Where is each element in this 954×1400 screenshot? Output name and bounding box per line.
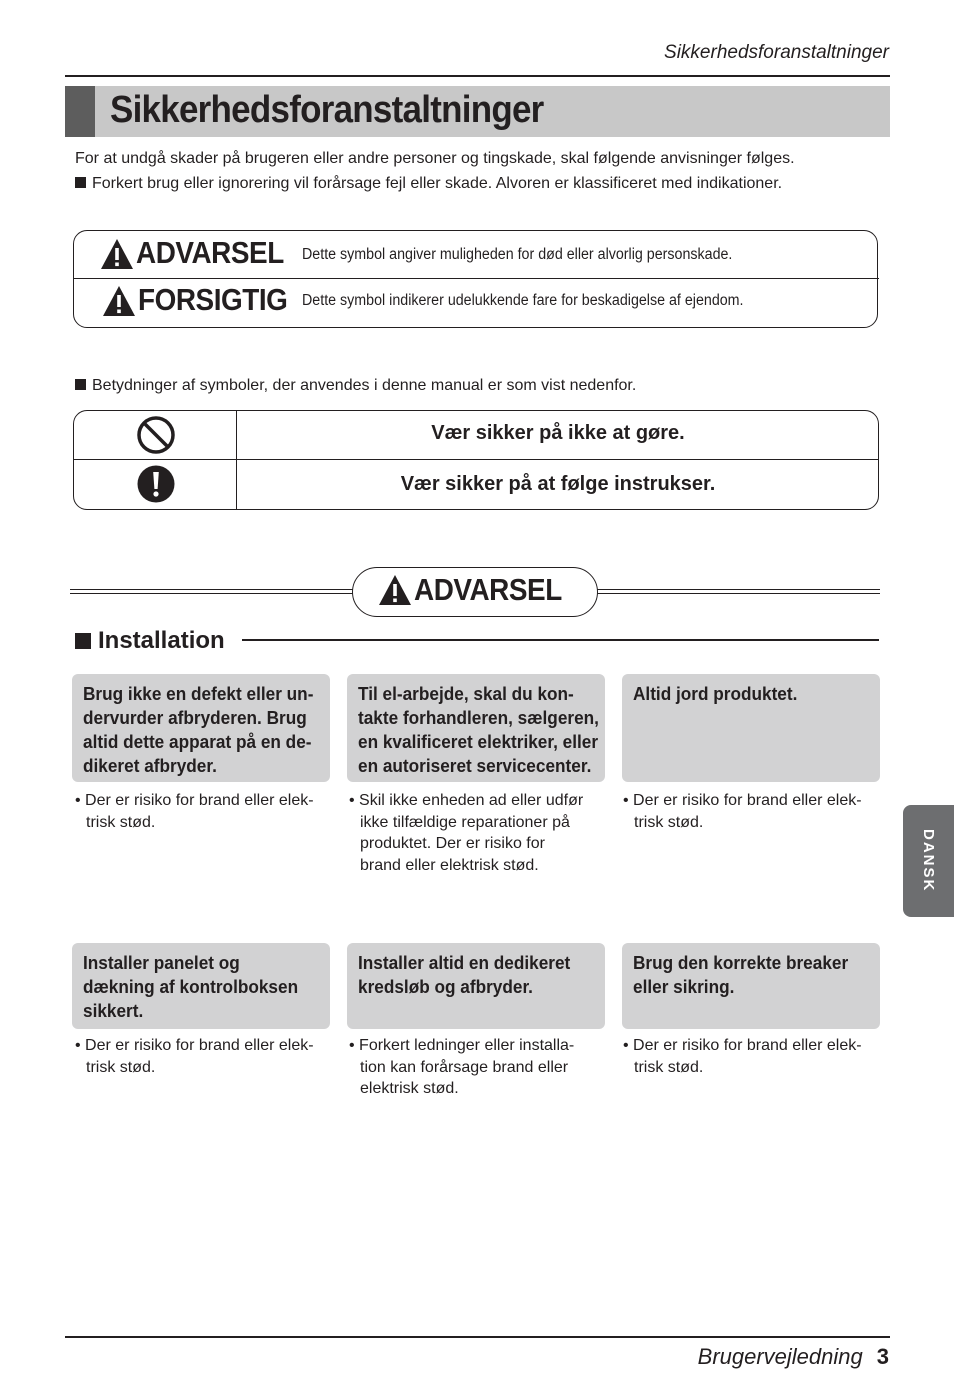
card-heading-line: en kvalificeret elektriker, eller [358,731,599,752]
card-heading-line: dikeret afbryder. [83,755,217,776]
symbols-table-hdivider [73,459,879,460]
card-note-dedicated-circuit [349,1035,574,1100]
card-heading-line: altid dette apparat på en de- [83,731,312,752]
card-heading-line: sikkert. [83,1000,144,1021]
card-heading-line: dækning af kontrolboksen [83,976,299,997]
card-note-electrical-work [349,790,583,876]
card-heading-line: dervurder afbryderen. Brug [83,707,307,728]
symbol-meaning-follow: Vær sikker på at følge instrukser. [400,473,716,495]
prohibition-icon [136,415,176,455]
note-line: • Der er risiko for brand eller elek- [623,792,862,809]
language-tab-label: DANSK [920,829,937,893]
page-number: 3 [876,1344,889,1369]
page-title: Sikkerhedsforanstaltninger [110,89,544,131]
card-heading-line: Brug den korrekte breaker [633,952,849,973]
note-line: • Der er risiko for brand eller elek- [75,792,314,809]
symbols-intro [75,377,636,395]
signal-desc-forsigtig: Dette symbol indikerer udelukkende fare for beskadigelse af ejendom. [302,292,744,309]
banner-line-left [70,589,353,594]
note-line: • Skil ikke enheden ad eller udfør [349,792,584,809]
section-title: Installation [98,627,225,654]
note-line: ikke tilfældige reparationer på [360,813,570,831]
title-accent-block [65,86,95,137]
warning-triangle-icon [100,238,134,270]
intro-line-2 [75,175,782,193]
note-line: trisk stød. [86,813,156,831]
mandatory-exclamation-icon [137,465,175,503]
warning-banner-label: ADVARSEL [414,572,562,607]
card-note-panel-cover [75,1035,314,1078]
note-line: tion kan forårsage brand eller [360,1058,569,1076]
section-heading [75,627,225,655]
card-note-defect-breaker [75,790,314,833]
note-line: trisk stød. [634,813,704,831]
card-note-correct-breaker [623,1035,862,1078]
caution-triangle-icon [102,285,136,317]
note-line: trisk stød. [634,1058,704,1076]
signal-word-advarsel: ADVARSEL [136,235,284,270]
card-panel-cover [72,943,330,1029]
card-heading-line: Altid jord produktet. [633,683,798,704]
running-header: Sikkerhedsforanstaltninger [664,42,889,63]
language-tab-text-wrap [903,805,954,917]
card-heading-line: takte forhandleren, sælgeren, [358,707,599,728]
intro-line-2-text: Forkert brug eller ignorering vil forårsage fejl eller skade. Alvoren er klassificeret med indikationer. [92,175,783,192]
card-heading-line: en autoriseret servicecenter. [358,755,592,776]
card-dedicated-circuit [347,943,605,1029]
card-defect-breaker [72,674,330,782]
section-square-icon [75,633,91,649]
card-heading-line: Til el-arbejde, skal du kon- [358,683,574,704]
card-heading-line: kredsløb og afbryder. [358,976,533,997]
note-line: • Forkert ledninger eller installa- [349,1037,575,1054]
bullet-square-icon [75,177,86,188]
note-line: elektrisk stød. [360,1080,459,1097]
symbols-intro-text: Betydninger af symboler, der anvendes i denne manual er som vist nedenfor. [92,377,637,394]
card-heading-line: eller sikring. [633,976,735,997]
intro-line-1: For at undgå skader på brugeren eller andre personer og tingskade, skal følgende anvisninger følges. [75,150,795,167]
card-ground-product [622,674,880,782]
card-heading-line: Brug ikke en defekt eller un- [83,683,314,704]
note-line: trisk stød. [86,1058,156,1076]
footer [698,1344,889,1370]
signal-words-divider [73,278,879,279]
card-electrical-work [347,674,605,782]
card-note-ground-product [623,790,862,833]
bullet-square-icon [75,379,86,390]
section-rule [242,639,879,641]
footer-label: Brugervejledning [697,1344,863,1369]
card-heading-line: Installer altid en dedikeret [358,952,571,973]
header-rule [65,75,890,77]
banner-line-right [597,589,880,594]
signal-word-forsigtig: FORSIGTIG [138,282,288,317]
note-line: • Der er risiko for brand eller elek- [623,1037,862,1054]
card-heading-line: Installer panelet og [83,952,240,973]
signal-desc-advarsel: Dette symbol angiver muligheden for død eller alvorlig personskade. [302,246,733,263]
note-line: • Der er risiko for brand eller elek- [75,1037,314,1054]
symbol-meaning-dont: Vær sikker på ikke at gøre. [431,422,685,444]
note-line: produktet. Der er risiko for [360,835,545,852]
footer-rule [65,1336,890,1338]
warning-triangle-icon [378,574,412,606]
card-correct-breaker [622,943,880,1029]
note-line: brand eller elektrisk stød. [360,856,539,874]
